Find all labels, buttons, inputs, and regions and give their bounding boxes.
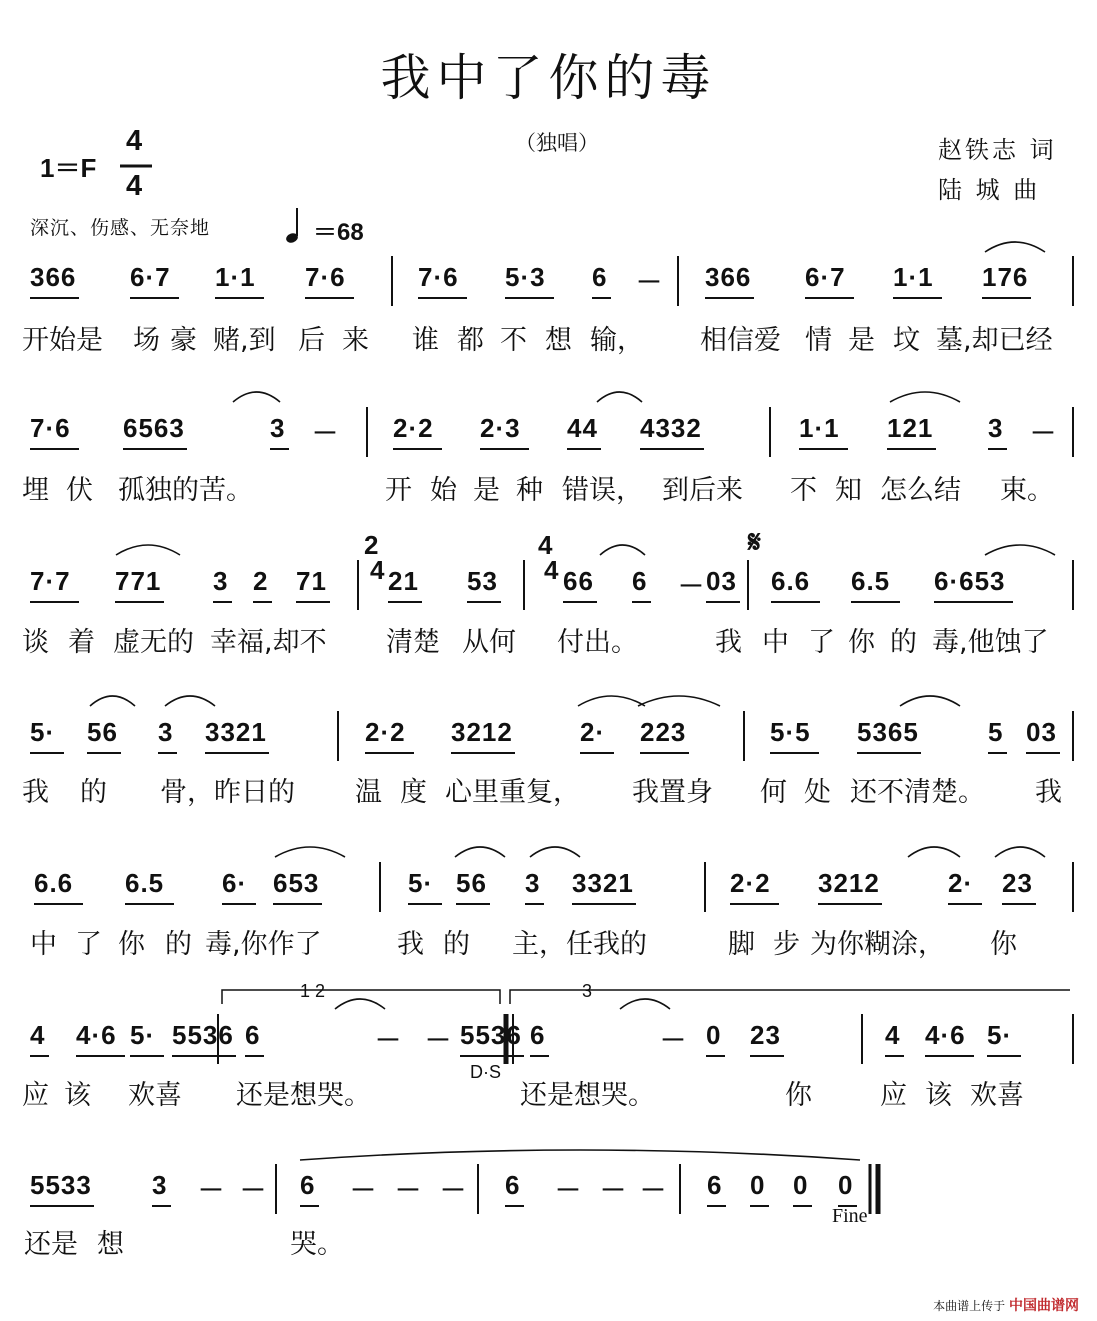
lyric: 开 xyxy=(385,475,412,506)
lyricist-credit: 赵铁志 词 xyxy=(938,136,1057,164)
note-group: 121 xyxy=(887,413,934,443)
slur xyxy=(300,1150,860,1160)
lyric: 埋 xyxy=(22,475,49,506)
note-group: 03 xyxy=(1026,717,1057,747)
note-group: 366 xyxy=(705,262,752,292)
lyric: 坟 xyxy=(893,325,920,356)
footer xyxy=(933,1295,1079,1315)
lyric: 哭。 xyxy=(290,1229,344,1260)
volta-bracket-1 xyxy=(222,990,500,1004)
slur xyxy=(890,392,960,402)
note-group: － xyxy=(636,267,664,297)
note-group: 5· xyxy=(987,1020,1013,1050)
lyric: 豪 xyxy=(170,325,197,356)
lyric: 的 xyxy=(80,777,107,808)
note-group: 71 xyxy=(296,566,327,596)
subtitle: （独唱） xyxy=(515,131,599,155)
lyric: 你 xyxy=(848,627,875,658)
lyric: 我 xyxy=(22,777,49,808)
note-group: － xyxy=(350,1175,378,1205)
lyric: 幸福,却不 xyxy=(210,627,327,658)
lyric: 欢喜 xyxy=(970,1080,1024,1111)
slur xyxy=(90,696,135,706)
note-group: 5536 xyxy=(172,1020,234,1050)
lyric: 的 xyxy=(443,929,470,960)
lyric: 处 xyxy=(804,777,831,808)
slur xyxy=(233,392,280,402)
note-group: 6.5 xyxy=(125,868,165,898)
lyric: 中 xyxy=(30,929,57,960)
note-group: 6 xyxy=(505,1170,521,1200)
note-group: － xyxy=(395,1175,423,1205)
note-group: 3 xyxy=(988,413,1004,443)
note-group: 0 xyxy=(793,1170,809,1200)
note-group: 7·6 xyxy=(305,262,346,292)
lyric: 我 xyxy=(715,627,742,658)
lyric: 何 xyxy=(760,777,787,808)
note-group: 1·1 xyxy=(799,413,840,443)
lyric: 虚无的 xyxy=(113,627,194,658)
slur xyxy=(908,847,960,857)
note-group: 653 xyxy=(273,868,320,898)
expression-mark: 深沉、伤感、无奈地 xyxy=(30,217,211,239)
lyric: 不 xyxy=(790,475,817,506)
note-group: 6·653 xyxy=(934,566,1006,596)
slur xyxy=(275,847,345,857)
slur xyxy=(900,696,960,706)
lyric: 谁 xyxy=(412,325,439,356)
lyric: 心里重复， xyxy=(445,777,580,808)
note-group: － xyxy=(640,1175,668,1205)
lyric: 我 xyxy=(397,929,424,960)
note-group: 3 xyxy=(270,413,286,443)
lyric: 付出。 xyxy=(557,627,638,658)
lyric: 我置身 xyxy=(632,777,713,808)
lyric: 是 xyxy=(848,325,875,356)
lyric: 的 xyxy=(890,627,917,658)
note-group: 3212 xyxy=(818,868,880,898)
note-group: 223 xyxy=(640,717,687,747)
note-group: － xyxy=(198,1175,226,1205)
lyric: 毒,他蚀了 xyxy=(932,627,1049,658)
time-signature-bottom: 4 xyxy=(126,170,143,202)
note-group: 3 xyxy=(158,717,174,747)
note-group: 5536 xyxy=(460,1020,522,1050)
lyric: 了 xyxy=(75,929,102,960)
footer-brand: 中国曲谱网 xyxy=(1009,1298,1079,1314)
note-group: 7·6 xyxy=(418,262,459,292)
ds-label: D·S xyxy=(470,1062,501,1082)
slur xyxy=(165,696,215,706)
note-group: 3 xyxy=(152,1170,168,1200)
slur xyxy=(638,696,720,706)
note-group: 6 xyxy=(592,262,608,292)
lyric: 是 xyxy=(473,475,500,506)
lyric: 你 xyxy=(118,929,145,960)
note-group: － xyxy=(660,1025,688,1055)
note-group: 4332 xyxy=(640,413,702,443)
lyric: 怎么结 xyxy=(880,475,961,506)
note-group: 5· xyxy=(30,717,56,747)
lyric: 该 xyxy=(64,1080,91,1111)
note-group: 4·6 xyxy=(76,1020,117,1050)
lyric: 开始是 xyxy=(22,325,103,356)
fine-label: Fine xyxy=(832,1205,868,1227)
note-group: 5· xyxy=(130,1020,156,1050)
note-group: － xyxy=(425,1025,453,1055)
lyric: 相信爱 xyxy=(700,325,781,356)
time-change-bottom: 4 xyxy=(544,555,560,585)
volta-bracket-2 xyxy=(510,990,1070,1004)
lyric: 不 xyxy=(500,325,527,356)
note-group: － xyxy=(375,1025,403,1055)
lyric: 束。 xyxy=(1000,475,1054,506)
note-group: 6 xyxy=(245,1020,261,1050)
lyric: 想 xyxy=(545,325,572,356)
note-group: 3212 xyxy=(451,717,513,747)
note-group: 0 xyxy=(750,1170,766,1200)
slur xyxy=(600,545,645,555)
slur xyxy=(620,999,670,1009)
note-group: 6.6 xyxy=(34,868,74,898)
note-group: － xyxy=(555,1175,583,1205)
lyric: 到后来 xyxy=(662,475,743,506)
lyric: 温 xyxy=(355,777,382,808)
note-group: 5·3 xyxy=(505,262,546,292)
lyric: 清楚 xyxy=(386,627,440,658)
lyric: 脚 xyxy=(728,929,755,960)
note-group: 2 xyxy=(253,566,269,596)
lyric: 还是想哭。 xyxy=(236,1080,371,1111)
note-group: 3321 xyxy=(205,717,267,747)
note-group: 2·2 xyxy=(730,868,771,898)
note-group: 3 xyxy=(525,868,541,898)
note-group: 3321 xyxy=(572,868,634,898)
note-group: 53 xyxy=(467,566,498,596)
lyric: 骨，昨日的 xyxy=(160,777,295,808)
note-group: 5· xyxy=(408,868,434,898)
note-group: － xyxy=(678,571,706,601)
note-group: 21 xyxy=(388,566,419,596)
lyric: 孤独的苦。 xyxy=(118,475,253,506)
lyric: 来 xyxy=(342,325,369,356)
lyric: 知 xyxy=(835,475,862,506)
lyric: 情 xyxy=(805,325,832,356)
note-group: 0 xyxy=(706,1020,722,1050)
lyric: 该 xyxy=(925,1080,952,1111)
lyric: 中 xyxy=(762,627,789,658)
quarter-note-icon xyxy=(285,208,299,244)
lyric: 谈 xyxy=(22,627,49,658)
note-group: 2· xyxy=(580,717,606,747)
note-group: 4 xyxy=(30,1020,46,1050)
note-group: 0 xyxy=(838,1170,854,1200)
note-group: － xyxy=(312,418,340,448)
volta-label-2: 3 xyxy=(582,981,593,1001)
lyric: 还不清楚。 xyxy=(850,777,985,808)
note-group: 2·2 xyxy=(365,717,406,747)
note-group: 176 xyxy=(982,262,1029,292)
lyric: 步 xyxy=(773,929,800,960)
lyric: 场 xyxy=(133,325,160,356)
lyric: 从何 xyxy=(462,627,516,658)
slur xyxy=(597,392,642,402)
note-group: 1·1 xyxy=(215,262,256,292)
note-group: 5365 xyxy=(857,717,919,747)
lyric: 度 xyxy=(400,777,427,808)
lyric: 输， xyxy=(590,325,644,356)
lyric: 墓,却已经 xyxy=(936,325,1053,356)
lyric: 你 xyxy=(990,929,1017,960)
lyric: 错误， xyxy=(562,475,643,506)
lyric: 伏 xyxy=(66,475,93,506)
lyric: 还是 xyxy=(24,1229,78,1260)
note-group: 6· xyxy=(222,868,248,898)
note-group: 6563 xyxy=(123,413,185,443)
note-group: 2·2 xyxy=(393,413,434,443)
note-group: 6 xyxy=(632,566,648,596)
note-group: 03 xyxy=(706,566,737,596)
note-group: 3 xyxy=(213,566,229,596)
note-group: 4·6 xyxy=(925,1020,966,1050)
note-group: 5 xyxy=(988,717,1004,747)
segno-icon: 𝄋 xyxy=(748,525,761,560)
note-group: 44 xyxy=(567,413,598,443)
lyric: 都 xyxy=(457,325,484,356)
note-group: 7·6 xyxy=(30,413,71,443)
lyric: 欢喜 xyxy=(128,1080,182,1111)
time-change-top: 4 xyxy=(538,530,554,560)
lyric: 为你糊涂， xyxy=(810,929,945,960)
note-group: 366 xyxy=(30,262,77,292)
lyric: 的 xyxy=(165,929,192,960)
note-group: 6 xyxy=(300,1170,316,1200)
lyric: 想 xyxy=(97,1229,124,1260)
slur xyxy=(455,847,505,857)
slur xyxy=(985,242,1045,252)
lyric: 应 xyxy=(880,1080,907,1111)
note-group: 2· xyxy=(948,868,974,898)
slur xyxy=(985,545,1055,555)
note-group: 56 xyxy=(456,868,487,898)
lyric: 还是想哭。 xyxy=(520,1080,655,1111)
lyric: 着 xyxy=(68,627,95,658)
note-group: 6.5 xyxy=(851,566,891,596)
slur xyxy=(335,999,385,1009)
tempo-mark: ＝68 xyxy=(313,219,364,246)
note-group: 5533 xyxy=(30,1170,92,1200)
lyric: 种 xyxy=(516,475,543,506)
lyric: 赌,到 xyxy=(213,325,276,356)
page-title: 我中了你的毒 xyxy=(380,49,717,107)
composer-credit: 陆 城 曲 xyxy=(938,176,1041,204)
note-group: 56 xyxy=(87,717,118,747)
slur xyxy=(995,847,1045,857)
note-group: 6 xyxy=(707,1170,723,1200)
lyric: 后 xyxy=(298,325,325,356)
lyric: 你 xyxy=(785,1080,812,1111)
time-change-top: 2 xyxy=(364,530,380,560)
key-signature: 1＝F xyxy=(40,153,97,183)
note-group: 2·3 xyxy=(480,413,521,443)
lyric: 了 xyxy=(808,627,835,658)
note-group: 5·5 xyxy=(770,717,811,747)
note-group: 7·7 xyxy=(30,566,71,596)
note-group: 23 xyxy=(750,1020,781,1050)
slur xyxy=(578,696,645,706)
note-group: 66 xyxy=(563,566,594,596)
note-group: － xyxy=(1030,418,1058,448)
time-signature-top: 4 xyxy=(126,125,143,157)
lyric: 我 xyxy=(1035,777,1062,808)
slur xyxy=(116,545,180,555)
lyric: 主，任我的 xyxy=(512,929,647,960)
note-group: 6 xyxy=(530,1020,546,1050)
note-group: － xyxy=(600,1175,628,1205)
note-group: 23 xyxy=(1002,868,1033,898)
lyric: 始 xyxy=(430,475,457,506)
time-change-bottom: 4 xyxy=(370,555,386,585)
volta-label-1: 1 2 xyxy=(300,981,326,1001)
lyric: 应 xyxy=(22,1080,49,1111)
slur xyxy=(530,847,580,857)
footer-text: 本曲谱上传于 xyxy=(933,1299,1006,1313)
note-group: 6·7 xyxy=(130,262,171,292)
note-group: － xyxy=(240,1175,268,1205)
lyric: 毒,你作了 xyxy=(205,929,322,960)
note-group: 771 xyxy=(115,566,162,596)
note-group: － xyxy=(440,1175,468,1205)
note-group: 6·7 xyxy=(805,262,846,292)
note-group: 6.6 xyxy=(771,566,811,596)
note-group: 4 xyxy=(885,1020,901,1050)
note-group: 1·1 xyxy=(893,262,934,292)
